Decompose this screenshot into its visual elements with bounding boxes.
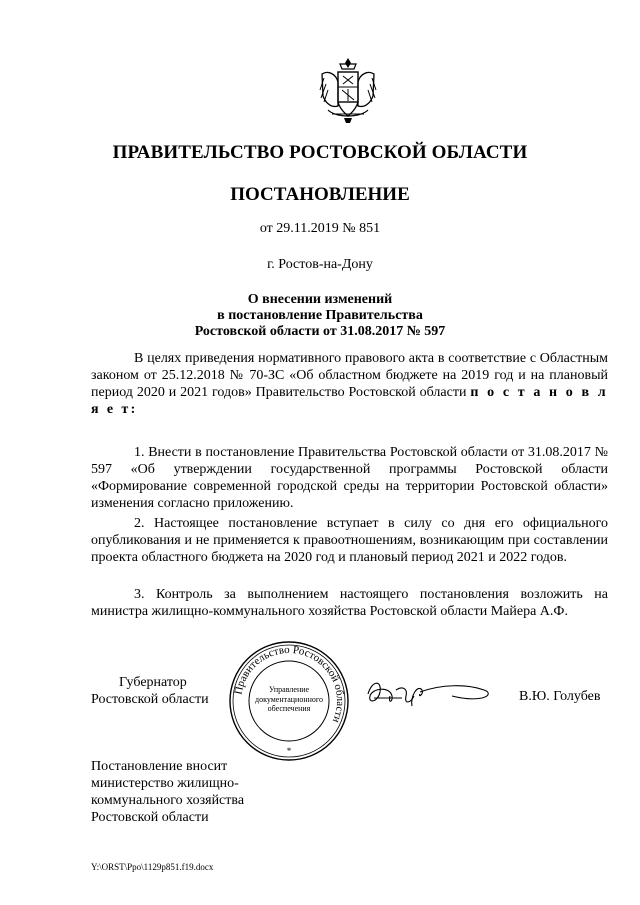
submitter-note-line-3: коммунального хозяйства: [91, 793, 245, 808]
document-city: г. Ростов-на-Дону: [267, 257, 373, 272]
government-title: ПРАВИТЕЛЬСТВО РОСТОВСКОЙ ОБЛАСТИ: [112, 142, 528, 163]
intro-paragraph: [91, 350, 608, 418]
submitter-note-line-1: Постановление вносит: [91, 759, 228, 774]
resolves-word: п о с т а н о в л я е т:: [91, 385, 609, 417]
subject-line-2: в постановление Правительства: [217, 308, 423, 323]
signatory-name: В.Ю. Голубев: [519, 689, 601, 704]
stamp-ring-text: Правительство Ростовской области: [232, 643, 347, 725]
stamp-inner-line-3: обеспечения: [267, 704, 311, 713]
signatory-position-line-2: Ростовской области: [91, 692, 209, 707]
stamp-inner-text: [255, 685, 323, 714]
signatory-position-line-1: Губернатор: [119, 675, 187, 690]
item-2-paragraph: 2. Настоящее постановление вступает в силу со дня его официального опубликования и не применяется к правоотношениям, возникающим при составлении проекта областного бюджета на 2020 год и плановый период 2021 и 2022 годов.: [91, 516, 608, 565]
signatory-position: [91, 674, 209, 708]
submitter-note-line-2: министерство жилищно-: [91, 776, 239, 791]
item-3-paragraph: 3. Контроль за выполнением настоящего постановления возложить на министра жилищно-коммунального хозяйства Ростовской области Майера А.Ф.: [91, 587, 608, 619]
stamp-inner-line-2: документационного: [255, 694, 323, 704]
subject-line-1: О внесении изменений: [247, 292, 393, 307]
svg-text:*: *: [286, 746, 292, 756]
item-1-paragraph: 1. Внести в постановление Правительства Ростовской области от 31.08.2017 № 597 «Об утверждении государственной программы Ростовской области «Формирование современной городской среды на территории Ростовской области» изменения согласно приложению.: [91, 445, 608, 511]
subject-line-3: Ростовской области от 31.08.2017 № 597: [194, 324, 446, 339]
handwritten-signature: [362, 676, 492, 712]
submitter-note: [91, 758, 244, 826]
intro-text: В целях приведения нормативного правового акта в соответствие с Областным законом от 25.12.2018 № 70-ЗС «Об областном бюджете на 2019 год и на плановый период 2020 и 2021 годов» Правительство Ростовской области: [91, 351, 608, 400]
coat-of-arms-emblem: [318, 56, 378, 124]
file-path-footer: Y:\ORST\Ppo\1129p851.f19.docx: [91, 862, 214, 872]
document-type: ПОСТАНОВЛЕНИЕ: [230, 184, 410, 205]
stamp-inner-line-1: Управление: [268, 685, 310, 694]
submitter-note-line-4: Ростовской области: [91, 810, 209, 825]
document-date-number: от 29.11.2019 № 851: [259, 221, 381, 236]
document-subject: [0, 292, 640, 340]
